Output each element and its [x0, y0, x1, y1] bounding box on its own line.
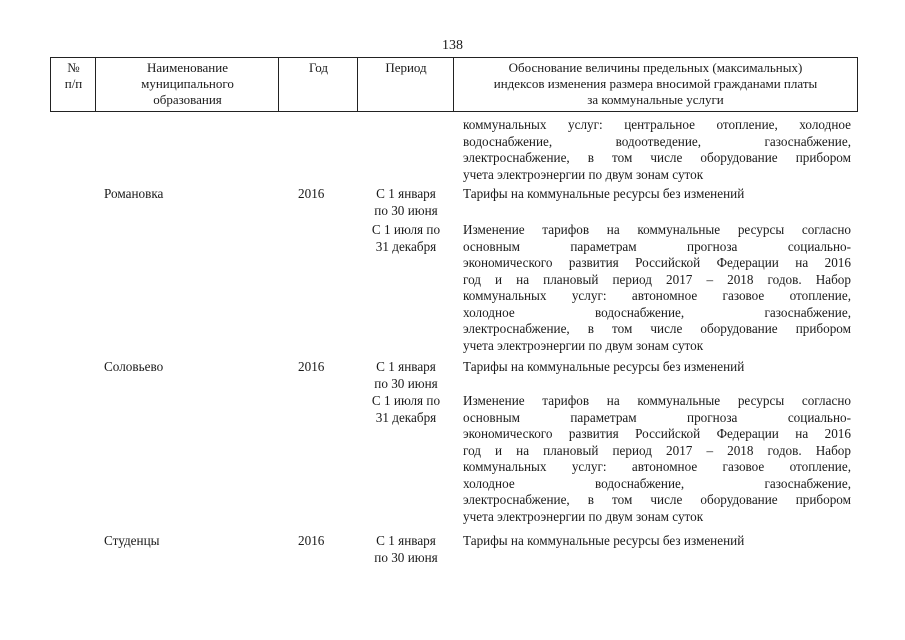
header-col-number — [50, 57, 96, 112]
period-line: по 30 июня — [374, 549, 438, 565]
row-text-second-half — [463, 393, 851, 525]
desc-line: основным параметрам прогноза социально- — [463, 409, 851, 425]
row-year: 2016 — [298, 359, 325, 374]
desc-line: экономического развития Российской Федерации на 2016 — [463, 255, 851, 270]
row-period-second-half — [364, 393, 448, 426]
row-name: Соловьево — [104, 359, 164, 374]
period-line: С 1 июля по — [371, 222, 441, 237]
desc-line: учета электроэнергии по двум зонам суток — [463, 508, 704, 524]
header-col-period — [357, 57, 454, 112]
desc-line: коммунальных услуг: автономное газовое отопление, — [463, 288, 851, 303]
desc-line: экономического развития Российской Федерации на 2016 — [463, 426, 851, 441]
continuation-line: учета электроэнергии по двум зонам суток — [463, 166, 704, 182]
continuation-line: коммунальных услуг: центральное отопление, холодное — [463, 117, 851, 132]
desc-line: коммунальных услуг: автономное газовое отопление, — [463, 459, 851, 474]
row-year: 2016 — [298, 533, 325, 548]
row-period-first-half — [364, 186, 448, 219]
continuation-line: водоснабжение, водоотведение, газоснабжение, — [463, 133, 851, 149]
period-line: С 1 января — [376, 359, 436, 374]
row-name: Студенцы — [104, 533, 160, 548]
period-line: 31 декабря — [375, 238, 437, 254]
period-line: С 1 января — [376, 186, 436, 201]
row-text-first-half: Тарифы на коммунальные ресурсы без изменений — [463, 186, 745, 201]
header-col-year-text: Год — [308, 60, 329, 75]
header-col-period-text: Период — [385, 60, 427, 75]
row-text-second-half — [463, 222, 851, 354]
desc-line: основным параметрам прогноза социально- — [463, 238, 851, 254]
row-name: Романовка — [104, 186, 164, 201]
row-period-second-half — [364, 222, 448, 255]
header-col-reason-text: Обоснование величины предельных (максимальных) индексов изменения размера вносимой гражданами платы за коммунальные услуги — [493, 60, 818, 107]
desc-line: Изменение тарифов на коммунальные ресурсы согласно — [463, 393, 851, 408]
page-number: 138 — [442, 38, 463, 53]
desc-line: холодное водоснабжение, газоснабжение, — [463, 304, 851, 320]
desc-line: год и на плановый период 2017 – 2018 годов. Набор — [463, 442, 851, 458]
desc-line: холодное водоснабжение, газоснабжение, — [463, 475, 851, 491]
desc-line: электроснабжение, в том числе оборудование прибором — [463, 321, 851, 336]
header-col-name-text: Наименование муниципального образования — [141, 60, 234, 107]
period-line: 31 декабря — [375, 409, 437, 425]
period-line: по 30 июня — [374, 202, 438, 218]
row-period-first-half — [364, 533, 448, 566]
row-period-first-half — [364, 359, 448, 392]
row-text-first-half: Тарифы на коммунальные ресурсы без изменений — [463, 533, 745, 548]
row-year: 2016 — [298, 186, 325, 201]
period-line: С 1 января — [376, 533, 436, 548]
period-line: по 30 июня — [374, 375, 438, 391]
header-col-year — [278, 57, 358, 112]
desc-line: учета электроэнергии по двум зонам суток — [463, 337, 704, 353]
row-text-first-half: Тарифы на коммунальные ресурсы без изменений — [463, 359, 745, 374]
header-col-number-text: № п/п — [64, 60, 83, 91]
desc-line: Изменение тарифов на коммунальные ресурсы согласно — [463, 222, 851, 237]
desc-line: электроснабжение, в том числе оборудование прибором — [463, 492, 851, 507]
header-col-name — [95, 57, 279, 112]
desc-line: год и на плановый период 2017 – 2018 годов. Набор — [463, 271, 851, 287]
continuation-line: электроснабжение, в том числе оборудование прибором — [463, 150, 851, 165]
continuation-text — [463, 117, 851, 183]
header-col-reason — [453, 57, 858, 112]
period-line: С 1 июля по — [371, 393, 441, 408]
